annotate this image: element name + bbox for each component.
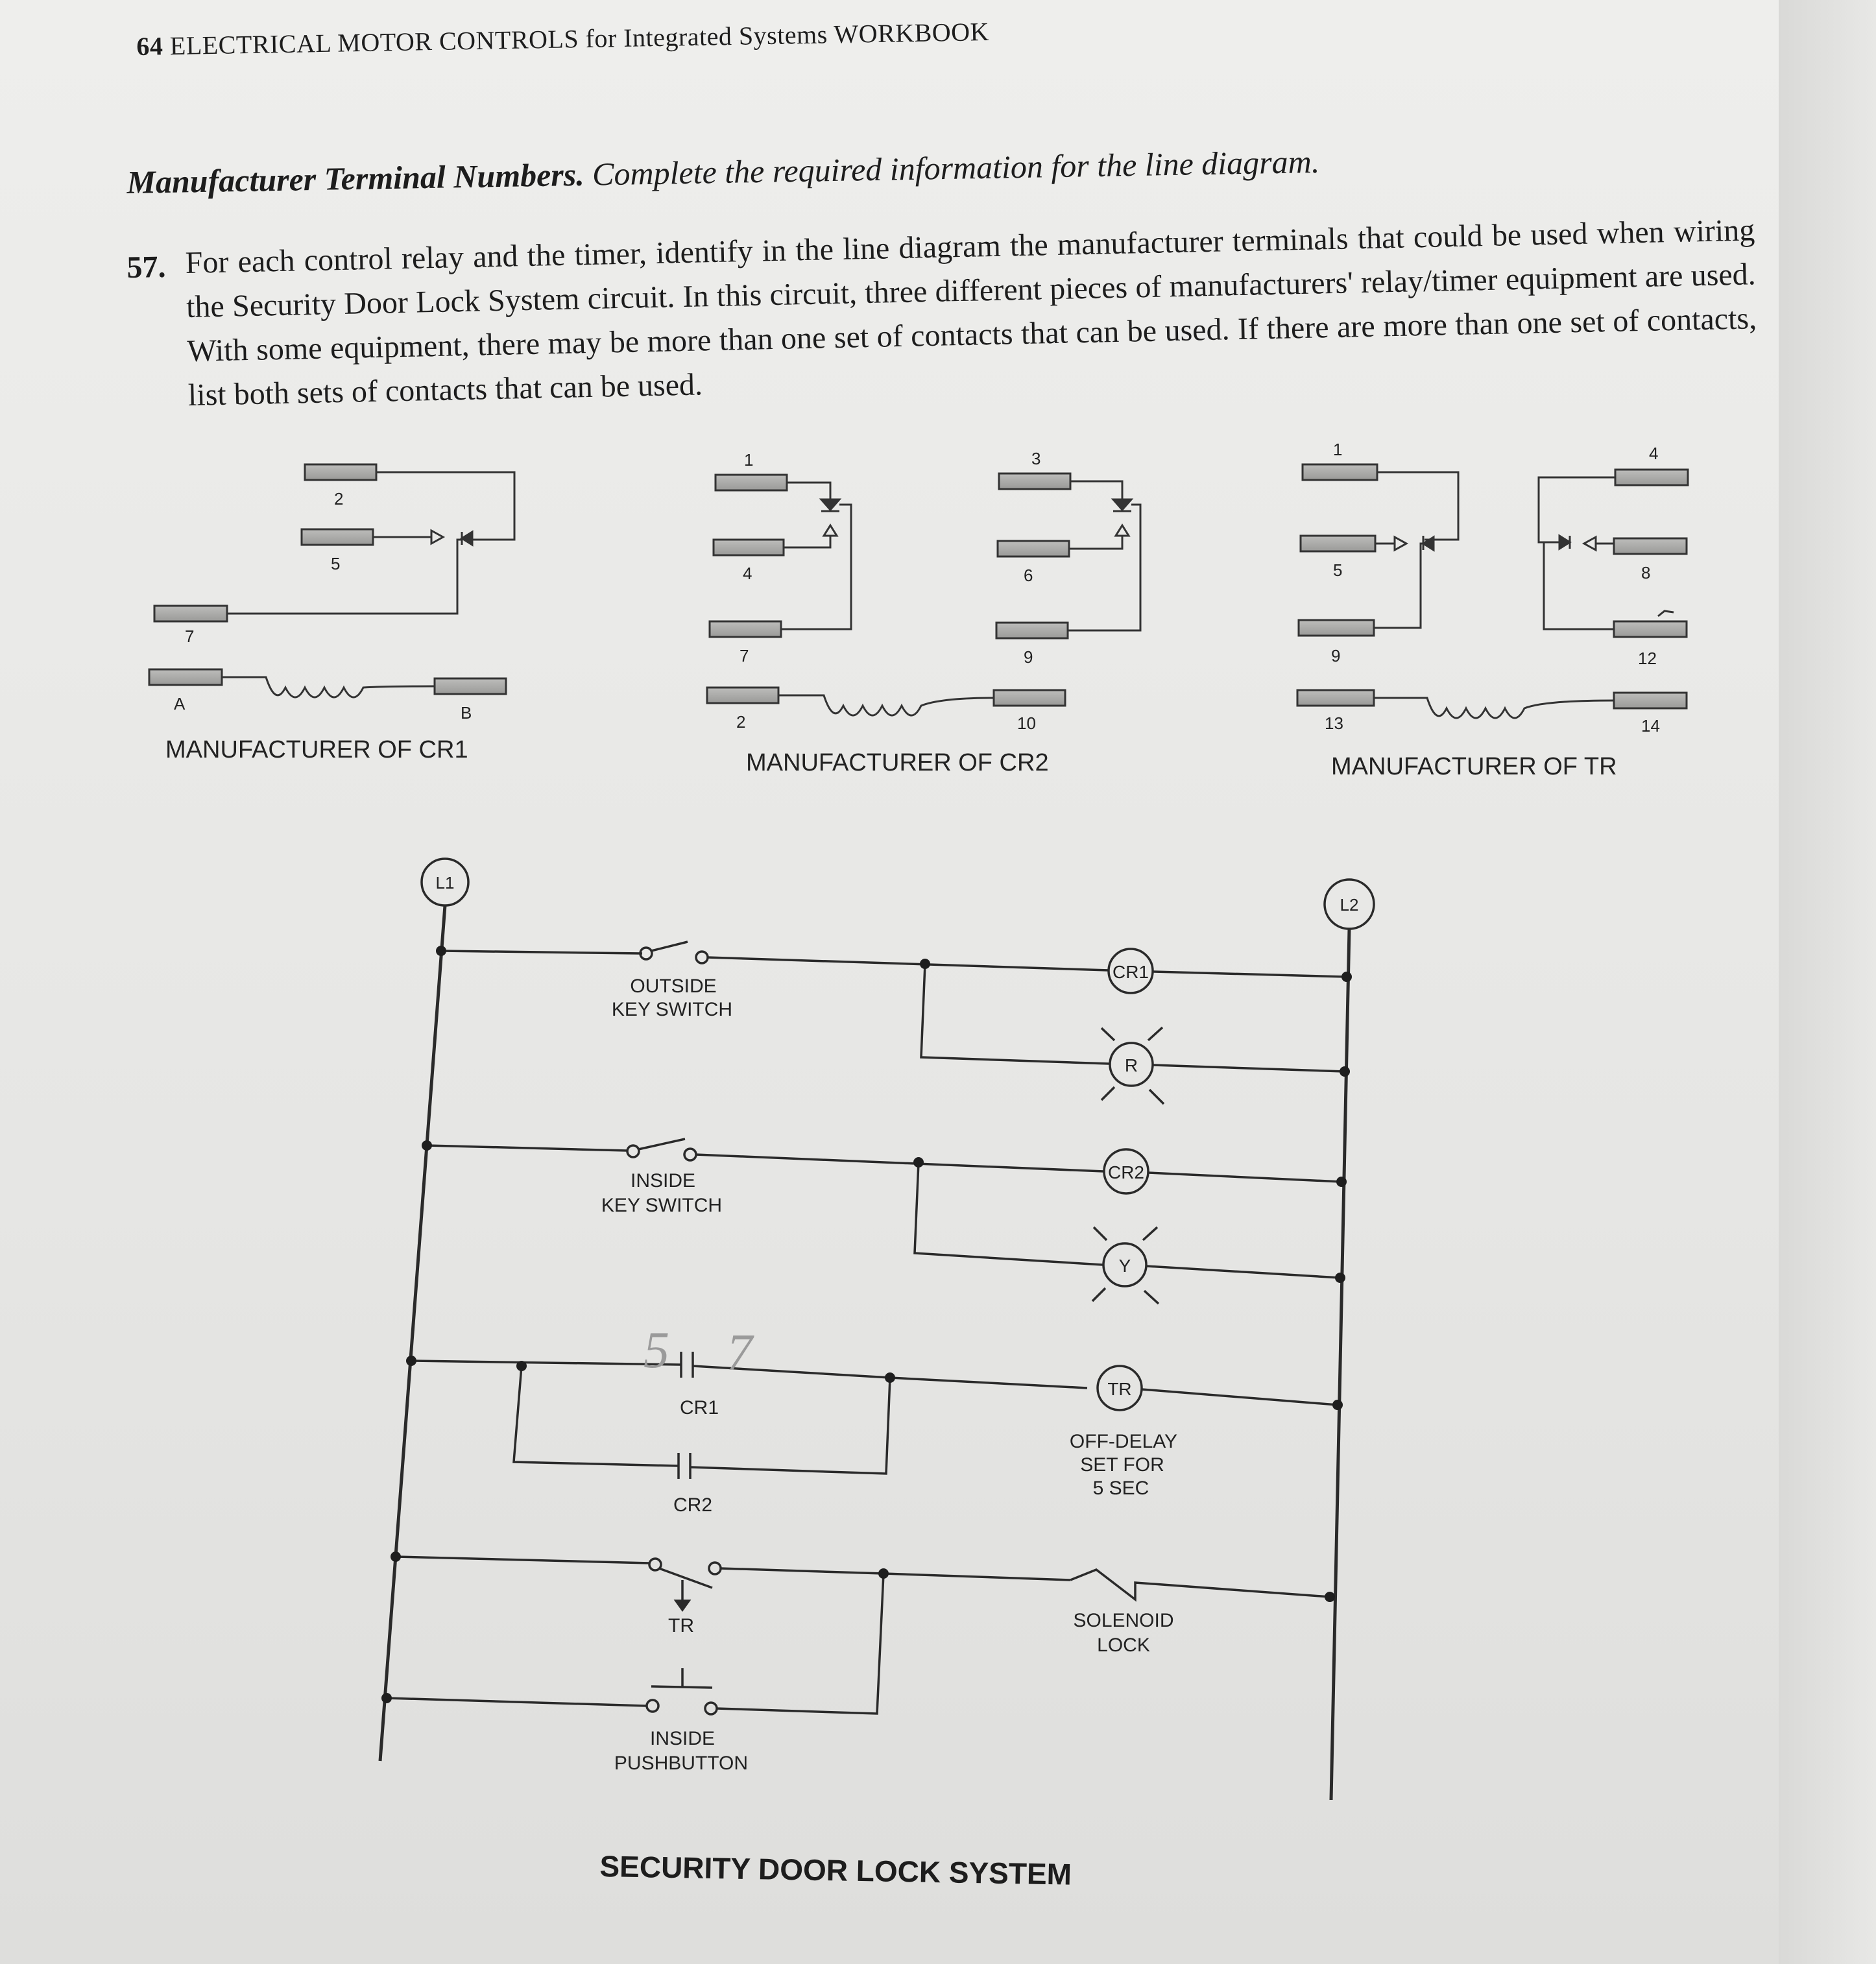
cr2-caption: MANUFACTURER OF CR2 — [746, 749, 1049, 776]
pushbutton-label-1: INSIDE — [649, 1728, 716, 1749]
page-number: 64 — [136, 31, 163, 61]
inside-key-switch-contact-a — [627, 1145, 639, 1157]
tr-label-9: 9 — [1331, 646, 1341, 665]
cr2-wire-7 — [781, 505, 851, 629]
tr-contact-b — [709, 1563, 721, 1574]
cr1-wire-7 — [227, 540, 462, 614]
junction-dot — [1325, 1592, 1335, 1602]
pushbutton-contact-b — [705, 1703, 717, 1714]
cr1-coil — [222, 677, 435, 697]
question-number: 57. — [126, 249, 166, 285]
tr-label-8: 8 — [1641, 563, 1651, 582]
cr2-wire-3 — [1070, 481, 1122, 499]
inside-key-switch-blade — [638, 1139, 685, 1149]
junction-dot — [1341, 972, 1352, 982]
cr2-arrow-1 — [821, 499, 839, 510]
tr-contact-timing-arrow — [676, 1601, 689, 1610]
junction-dot — [1336, 1177, 1347, 1187]
tr-coil — [1374, 698, 1614, 718]
cr1-label-2: 2 — [334, 489, 344, 509]
tr-wire-12 — [1544, 542, 1614, 629]
outside-key-switch-label-2: KEY SWITCH — [611, 999, 733, 1020]
tr-mark-12 — [1658, 611, 1674, 616]
cr2-terminal-10 — [994, 690, 1065, 706]
tr-terminal-4 — [1615, 470, 1688, 485]
cr1-terminal-5 — [302, 529, 373, 545]
cr2-arrow-3 — [1113, 499, 1131, 510]
pushbutton-label-2: PUSHBUTTON — [614, 1753, 749, 1774]
cr2-label-2: 2 — [736, 712, 746, 732]
tr-contact-arrow-4 — [1559, 536, 1570, 549]
cr2-terminal-1 — [716, 475, 787, 490]
junction-dot — [885, 1372, 895, 1383]
book-title: ELECTRICAL MOTOR CONTROLS for Integrated Systems WORKBOOK — [169, 17, 990, 61]
l2-rail — [1331, 929, 1349, 1800]
tr-label-1: 1 — [1333, 440, 1343, 459]
pencil-annotations — [643, 1322, 754, 1382]
cr2-label-6: 6 — [1024, 566, 1033, 585]
junction-dot — [1340, 1066, 1350, 1077]
tr-terminal-8 — [1614, 538, 1687, 554]
outside-key-switch-contact-b — [696, 952, 708, 963]
tr-arrow-8 — [1584, 537, 1596, 550]
yellow-lamp-label: Y — [1118, 1256, 1131, 1276]
cr2-coil-label: CR2 — [1107, 1162, 1145, 1182]
rung3-wire-a — [411, 1361, 681, 1365]
tr-wire-1 — [1377, 472, 1458, 540]
red-lamp-ray — [1101, 1087, 1114, 1100]
rung1-wire-a — [441, 951, 642, 953]
question-text: For each control relay and the timer, identify in the line diagram the manufacturer terminals that could be used when wiring the Security Door Lock System circuit. In this circuit, three different pieces of manufacturers' relay/timer equipment are used. With some equipment, there may be more than one set of contacts that can be used. If there are more than one set of contacts, list both sets of contacts that can be used. — [185, 213, 1757, 413]
cr2-label-10: 10 — [1017, 713, 1036, 733]
cr2-contact-branch-b — [690, 1378, 890, 1474]
handwritten-5: 5 — [643, 1322, 669, 1379]
junction-dot — [422, 1140, 432, 1151]
tr-arrow-5 — [1395, 537, 1406, 550]
cr1-caption: MANUFACTURER OF CR1 — [165, 736, 468, 763]
cr1-terminal-2 — [305, 464, 376, 480]
tr-contact-label: TR — [668, 1615, 694, 1636]
tr-label-13: 13 — [1325, 713, 1343, 733]
tr-contact-blade — [659, 1568, 712, 1588]
tr-terminal-12 — [1614, 621, 1687, 637]
rung4-wire-a — [396, 1557, 650, 1563]
rung2-wire-a — [427, 1145, 628, 1151]
junction-dot — [1332, 1400, 1343, 1410]
tr-caption: MANUFACTURER OF TR — [1331, 753, 1617, 780]
yellow-lamp-ray — [1144, 1291, 1159, 1304]
section-instruction: Complete the required information for the line diagram. — [592, 143, 1320, 193]
yellow-lamp-ray — [1143, 1227, 1157, 1240]
cr2-arrow-6 — [1116, 525, 1129, 536]
yellow-lamp-ray — [1092, 1288, 1105, 1301]
tr-coil-label: TR — [1107, 1379, 1132, 1399]
cr2-contact-label: CR2 — [673, 1494, 713, 1516]
junction-dot — [381, 1693, 392, 1703]
cr2-label-4: 4 — [743, 564, 752, 583]
yellow-lamp-ray — [1094, 1227, 1107, 1240]
cr2-terminal-6 — [998, 541, 1069, 557]
red-lamp-ray — [1101, 1028, 1114, 1040]
handwritten-7: 7 — [727, 1324, 752, 1382]
tr-terminal-1 — [1303, 464, 1377, 480]
solenoid-lock-symbol — [1070, 1570, 1330, 1599]
cr2-terminal-4 — [714, 540, 784, 555]
lamp-y-branch-wire — [915, 1162, 1103, 1265]
cr2-label-3: 3 — [1031, 449, 1041, 468]
cr2-label-7: 7 — [740, 646, 749, 665]
cr1-manufacturer-diagram — [149, 464, 514, 697]
inside-key-switch-label-1: INSIDE — [630, 1170, 696, 1192]
tr-note-line-2: SET FOR — [1080, 1454, 1164, 1476]
cr2-wire-6 — [1069, 536, 1122, 549]
junction-dot — [920, 959, 930, 969]
section-title: Manufacturer Terminal Numbers. — [126, 156, 585, 200]
rung4-wire-b — [720, 1568, 1070, 1580]
cr1-label-7: 7 — [185, 627, 195, 646]
tr-terminal-9 — [1299, 620, 1374, 636]
cr1-label-5: 5 — [331, 554, 341, 573]
pushbutton-bar — [651, 1686, 712, 1688]
cr2-wire-1 — [787, 483, 830, 499]
tr-note-line-3: 5 SEC — [1092, 1478, 1149, 1499]
rung2-wire-b — [695, 1155, 1104, 1171]
tr-wire-9 — [1374, 544, 1423, 628]
junction-dot — [436, 946, 446, 956]
tr-label-12: 12 — [1638, 649, 1657, 668]
cr2-wire-9 — [1068, 505, 1140, 630]
pushbutton-branch-wire-a — [387, 1698, 646, 1706]
cr1-terminal-b — [435, 678, 506, 694]
outside-key-switch-label-1: OUTSIDE — [630, 976, 717, 997]
tr-label-14: 14 — [1641, 716, 1660, 736]
cr1-label-b: B — [461, 703, 472, 723]
junction-dot — [913, 1157, 924, 1168]
rung2-wire-c — [1148, 1173, 1341, 1182]
cr2-label-9: 9 — [1024, 647, 1033, 667]
cr2-terminal-7 — [710, 621, 781, 637]
solenoid-label-2: LOCK — [1097, 1635, 1150, 1656]
cr2-label-1: 1 — [744, 450, 754, 470]
tr-label-5: 5 — [1333, 560, 1343, 580]
cr2-manufacturer-diagram — [707, 473, 1140, 715]
pushbutton-contact-a — [647, 1700, 658, 1712]
red-lamp-label: R — [1124, 1055, 1138, 1075]
tr-wire-4 — [1539, 477, 1615, 542]
rung1-wire-c — [1153, 972, 1347, 977]
junction-dot — [516, 1361, 527, 1371]
pushbutton-branch-wire-b — [716, 1574, 884, 1714]
lamp-r-branch-wire — [921, 964, 1109, 1064]
tr-note-line-1: OFF-DELAY — [1069, 1431, 1178, 1452]
rung1-wire-b — [707, 957, 1109, 970]
junction-dot — [406, 1356, 416, 1366]
cr1-terminal-a — [149, 669, 222, 685]
cr2-wire-4 — [784, 536, 830, 547]
tr-label-4: 4 — [1649, 444, 1659, 463]
junction-dot — [878, 1568, 889, 1579]
solenoid-label-1: SOLENOID — [1073, 1610, 1174, 1631]
line-diagram — [380, 859, 1374, 1800]
cr2-arrow-4 — [824, 525, 837, 536]
tr-terminal-14 — [1614, 693, 1687, 708]
cr2-terminal-9 — [996, 623, 1068, 638]
inside-key-switch-label-2: KEY SWITCH — [601, 1195, 723, 1216]
tr-terminal-5 — [1301, 536, 1375, 551]
cr1-wire-2 — [376, 472, 514, 540]
lamp-y-wire-l2 — [1146, 1266, 1340, 1278]
cr1-coil-label: CR1 — [1112, 962, 1149, 982]
cr2-contact-branch-a — [514, 1366, 679, 1466]
cr2-terminal-3 — [999, 473, 1070, 489]
cr2-terminal-2 — [707, 688, 778, 703]
diagram-title: SECURITY DOOR LOCK SYSTEM — [599, 1849, 1072, 1891]
rung3-wire-c — [1142, 1389, 1338, 1405]
cr1-contact-arrow — [462, 532, 472, 545]
cr1-label-a: A — [174, 694, 186, 713]
cr1-timing-arrow — [431, 531, 443, 544]
red-lamp-ray — [1148, 1027, 1162, 1040]
l2-label: L2 — [1340, 895, 1359, 915]
cr2-coil — [778, 695, 994, 715]
junction-dot — [1335, 1273, 1345, 1283]
inside-key-switch-contact-b — [684, 1149, 696, 1160]
outside-key-switch-blade — [651, 942, 688, 951]
l1-label: L1 — [435, 873, 455, 892]
l1-rail — [380, 905, 445, 1761]
red-lamp-ray — [1149, 1090, 1164, 1104]
cr1-terminal-7 — [154, 606, 227, 621]
tr-terminal-13 — [1297, 690, 1374, 706]
lamp-r-wire-l2 — [1153, 1065, 1345, 1072]
junction-dots — [381, 946, 1352, 1703]
junction-dot — [391, 1551, 401, 1562]
cr1-contact-label: CR1 — [679, 1397, 719, 1419]
tr-manufacturer-diagram — [1297, 464, 1688, 718]
